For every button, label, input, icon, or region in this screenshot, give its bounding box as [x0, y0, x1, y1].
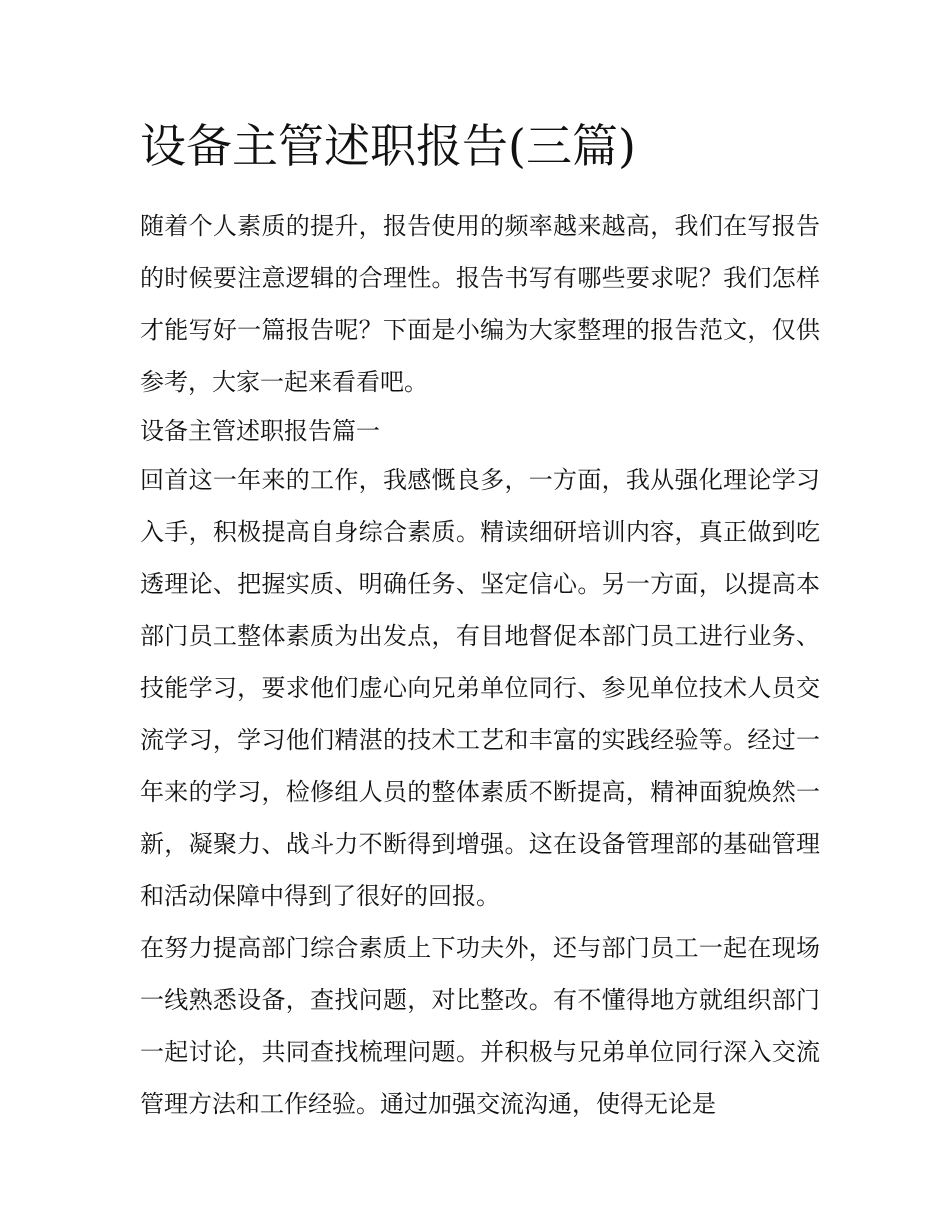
document-body [140, 200, 820, 1130]
body-paragraph-2: 在努力提高部门综合素质上下功夫外，还与部门员工一起在现场一线熟悉设备，查找问题，对比整改。有不懂得地方就组织部门一起讨论，共同查找梳理问题。并积极与兄弟单位同行深入交流管理方法和工作经验。通过加强交流沟通，使得无论是 [140, 934, 820, 1118]
page-title: 设备主管述职报告(三篇) [140, 119, 636, 173]
intro-paragraph: 随着个人素质的提升，报告使用的频率越来越高，我们在写报告的时候要注意逻辑的合理性。报告书写有哪些要求呢？我们怎样才能写好一篇报告呢？下面是小编为大家整理的报告范文，仅供参考，大家一起来看看吧。 [140, 212, 820, 396]
section-heading: 设备主管述职报告篇一 [140, 417, 380, 445]
body-paragraph-1: 回首这一年来的工作，我感慨良多，一方面，我从强化理论学习入手，积极提高自身综合素质。精读细研培训内容，真正做到吃透理论、把握实质、明确任务、坚定信心。另一方面，以提高本部门员工整体素质为出发点，有目地督促本部门员工进行业务、技能学习，要求他们虚心向兄弟单位同行、参见单位技术人员交流学习，学习他们精湛的技术工艺和丰富的实践经验等。经过一年来的学习，检修组人员的整体素质不断提高，精神面貌焕然一新，凝聚力、战斗力不断得到增强。这在设备管理部的基础管理和活动保障中得到了很好的回报。 [140, 466, 820, 910]
